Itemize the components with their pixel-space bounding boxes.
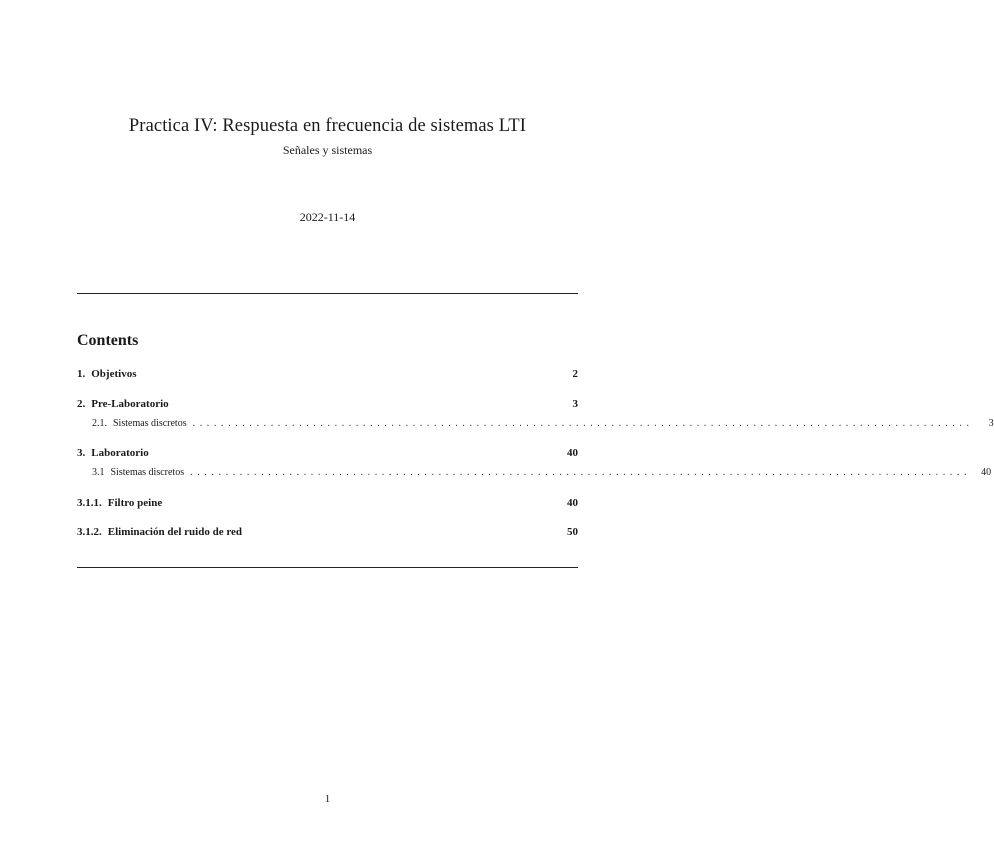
toc-entry-label: Sistemas discretos (113, 418, 187, 429)
top-horizontal-rule (77, 293, 578, 294)
toc-entry-pre-laboratorio[interactable] (77, 398, 578, 410)
toc-heading: Contents (77, 332, 139, 349)
toc-entry-page: 3 (572, 398, 578, 410)
toc-entry-filtro-peine[interactable] (77, 497, 578, 509)
toc-entry-label: Pre-Laboratorio (91, 398, 169, 410)
toc-entry-page: 40 (981, 467, 992, 478)
toc-entry-page: 40 (567, 497, 578, 509)
toc-entry-number: 2.1. (92, 418, 107, 429)
toc-entry-number: 2. (77, 398, 86, 410)
toc-entry-sistemas-discretos-3-1[interactable] (92, 467, 992, 478)
toc-entry-number: 3.1.1. (77, 497, 102, 509)
toc-entry-page: 40 (567, 447, 578, 459)
page-number: 1 (324, 793, 331, 805)
toc-entry-label: Objetivos (91, 368, 137, 380)
toc-entry-laboratorio[interactable] (77, 447, 578, 459)
toc-entry-number: 3.1 (92, 467, 105, 478)
toc-entry-sistemas-discretos-2-1[interactable] (92, 418, 994, 429)
toc-entry-label: Eliminación del ruido de red (107, 526, 243, 538)
toc-dot-leader: .............................................................................................................. (192, 418, 974, 429)
toc-entry-page: 2 (572, 368, 578, 380)
bottom-horizontal-rule (77, 567, 578, 568)
toc-entry-objetivos[interactable] (77, 368, 578, 380)
document-date: 2022-11-14 (299, 210, 356, 224)
document-title: Practica IV: Respuesta en frecuencia de sistemas LTI (128, 116, 527, 136)
toc-entry-eliminacion-ruido[interactable] (77, 526, 578, 538)
toc-dot-leader: .............................................................................................................. (190, 467, 972, 478)
toc-entry-number: 3.1.2. (77, 526, 102, 538)
toc-entry-page: 50 (567, 526, 578, 538)
toc-entry-label: Laboratorio (91, 447, 149, 459)
document-subtitle: Señales y sistemas (282, 143, 373, 157)
toc-entry-page: 3 (988, 418, 994, 429)
toc-entry-label: Sistemas discretos (110, 467, 185, 478)
toc-entry-number: 1. (77, 368, 86, 380)
toc-entry-label: Filtro peine (107, 497, 163, 509)
toc-entry-number: 3. (77, 447, 86, 459)
